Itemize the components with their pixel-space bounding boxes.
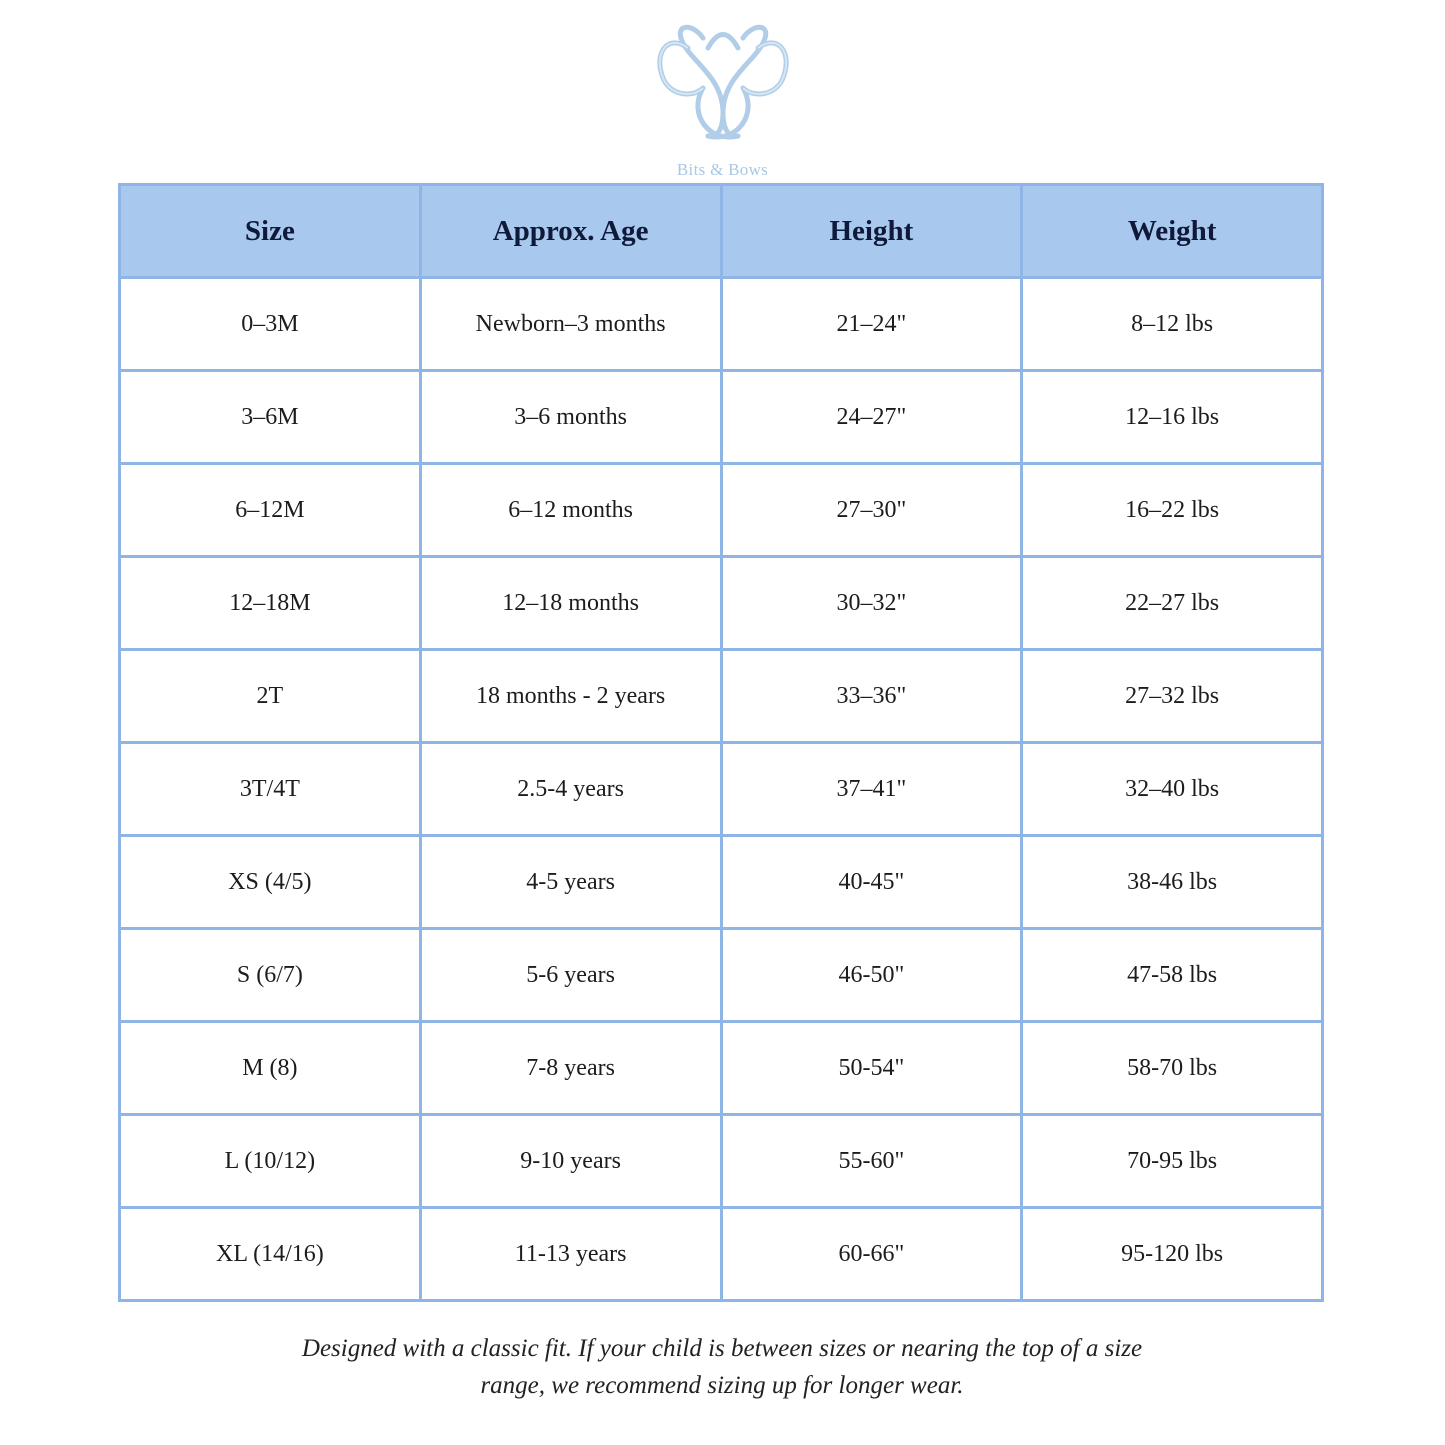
cell-age: 18 months - 2 years bbox=[420, 650, 721, 743]
cell-height: 60-66" bbox=[721, 1208, 1022, 1301]
cell-weight: 38-46 lbs bbox=[1022, 836, 1323, 929]
table-row bbox=[120, 1208, 1323, 1301]
cell-size: 3–6M bbox=[120, 371, 421, 464]
cell-size: 12–18M bbox=[120, 557, 421, 650]
table-row bbox=[120, 650, 1323, 743]
footnote-line-2: range, we recommend sizing up for longer wear. bbox=[480, 1372, 964, 1399]
cell-age: 6–12 months bbox=[420, 464, 721, 557]
cell-size: 0–3M bbox=[120, 278, 421, 371]
table-row bbox=[120, 929, 1323, 1022]
cell-age: 12–18 months bbox=[420, 557, 721, 650]
brand-logo bbox=[640, 18, 805, 179]
cell-size: S (6/7) bbox=[120, 929, 421, 1022]
table-header-row bbox=[120, 185, 1323, 278]
header-approx-age: Approx. Age bbox=[420, 185, 721, 278]
table-row bbox=[120, 278, 1323, 371]
cell-height: 50-54" bbox=[721, 1022, 1022, 1115]
cell-weight: 32–40 lbs bbox=[1022, 743, 1323, 836]
footnote-line-1: Designed with a classic fit. If your child is between sizes or nearing the top of a size bbox=[301, 1335, 1143, 1362]
fit-footnote bbox=[222, 1330, 1222, 1404]
cell-weight: 22–27 lbs bbox=[1022, 557, 1323, 650]
bow-monogram-icon bbox=[648, 18, 798, 153]
cell-weight: 27–32 lbs bbox=[1022, 650, 1323, 743]
cell-weight: 58-70 lbs bbox=[1022, 1022, 1323, 1115]
cell-size: 2T bbox=[120, 650, 421, 743]
cell-height: 55-60" bbox=[721, 1115, 1022, 1208]
cell-weight: 95-120 lbs bbox=[1022, 1208, 1323, 1301]
brand-name: Bits & Bows bbox=[676, 160, 769, 179]
cell-height: 30–32" bbox=[721, 557, 1022, 650]
cell-age: Newborn–3 months bbox=[420, 278, 721, 371]
header-weight: Weight bbox=[1022, 185, 1323, 278]
cell-height: 46-50" bbox=[721, 929, 1022, 1022]
cell-age: 7-8 years bbox=[420, 1022, 721, 1115]
cell-height: 33–36" bbox=[721, 650, 1022, 743]
header-size: Size bbox=[120, 185, 421, 278]
cell-weight: 47-58 lbs bbox=[1022, 929, 1323, 1022]
cell-weight: 12–16 lbs bbox=[1022, 371, 1323, 464]
cell-weight: 70-95 lbs bbox=[1022, 1115, 1323, 1208]
cell-age: 3–6 months bbox=[420, 371, 721, 464]
cell-age: 2.5-4 years bbox=[420, 743, 721, 836]
table-row bbox=[120, 836, 1323, 929]
table-row bbox=[120, 1115, 1323, 1208]
cell-size: L (10/12) bbox=[120, 1115, 421, 1208]
cell-size: 6–12M bbox=[120, 464, 421, 557]
cell-weight: 16–22 lbs bbox=[1022, 464, 1323, 557]
cell-age: 11-13 years bbox=[420, 1208, 721, 1301]
cell-age: 4-5 years bbox=[420, 836, 721, 929]
table-row bbox=[120, 1022, 1323, 1115]
cell-size: XL (14/16) bbox=[120, 1208, 421, 1301]
size-chart-table bbox=[118, 183, 1324, 1302]
cell-age: 9-10 years bbox=[420, 1115, 721, 1208]
table-row bbox=[120, 557, 1323, 650]
table-row bbox=[120, 464, 1323, 557]
cell-size: 3T/4T bbox=[120, 743, 421, 836]
table-row bbox=[120, 743, 1323, 836]
cell-height: 37–41" bbox=[721, 743, 1022, 836]
cell-age: 5-6 years bbox=[420, 929, 721, 1022]
cell-size: XS (4/5) bbox=[120, 836, 421, 929]
cell-height: 40-45" bbox=[721, 836, 1022, 929]
cell-weight: 8–12 lbs bbox=[1022, 278, 1323, 371]
cell-height: 24–27" bbox=[721, 371, 1022, 464]
cell-height: 21–24" bbox=[721, 278, 1022, 371]
cell-size: M (8) bbox=[120, 1022, 421, 1115]
header-height: Height bbox=[721, 185, 1022, 278]
table-row bbox=[120, 371, 1323, 464]
cell-height: 27–30" bbox=[721, 464, 1022, 557]
